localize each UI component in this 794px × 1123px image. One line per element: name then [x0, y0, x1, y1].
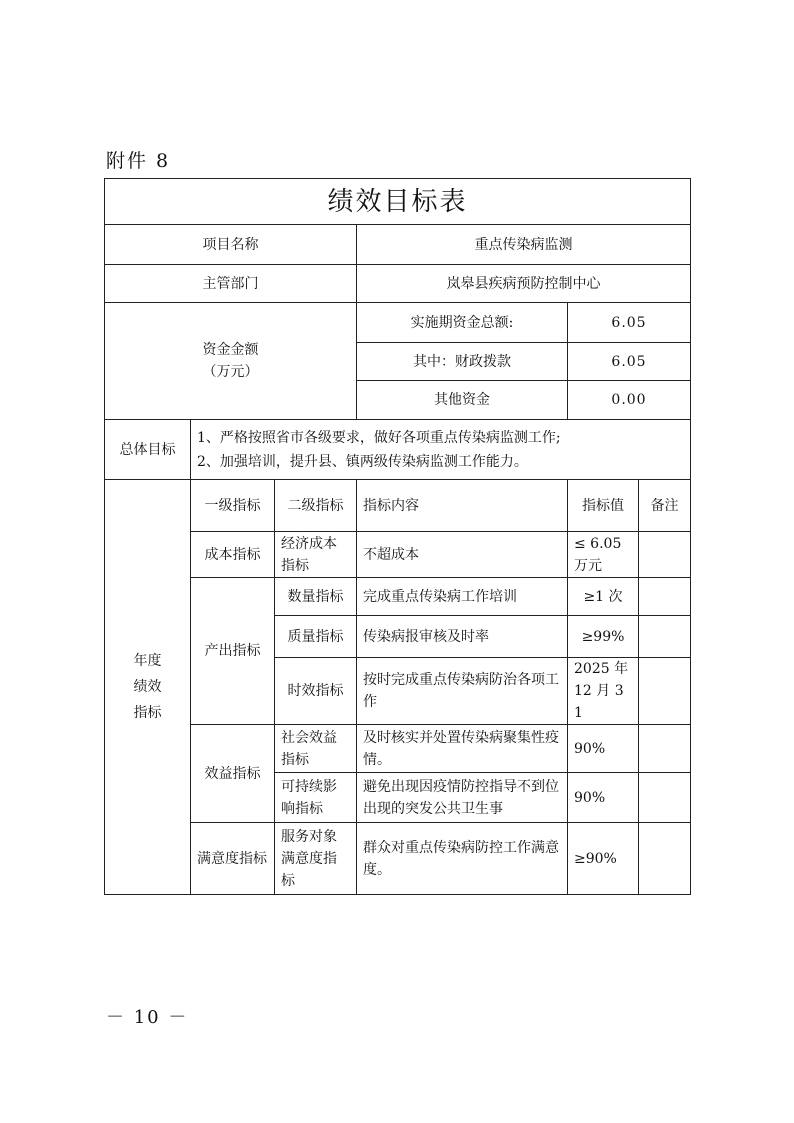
satisfaction-content: 群众对重点传染病防控工作满意度。 — [357, 823, 568, 895]
header-content: 指标内容 — [357, 480, 568, 532]
department-label: 主管部门 — [105, 265, 357, 303]
benefit-level1: 效益指标 — [191, 725, 275, 823]
output-note — [639, 616, 691, 658]
benefit-value: 90% — [568, 773, 639, 823]
funds-fiscal-value: 6.05 — [568, 343, 691, 381]
cost-level1: 成本指标 — [191, 532, 275, 578]
output-value: ≥1 次 — [568, 578, 639, 616]
satisfaction-level2: 服务对象满意度指标 — [275, 823, 357, 895]
benefit-note — [639, 773, 691, 823]
output-level1: 产出指标 — [191, 578, 275, 725]
header-level2: 二级指标 — [275, 480, 357, 532]
funds-label-line2: （万元） — [202, 364, 259, 380]
funds-other-value: 0.00 — [568, 381, 691, 420]
satisfaction-level1: 满意度指标 — [191, 823, 275, 895]
output-value: ≥99% — [568, 616, 639, 658]
output-level2: 数量指标 — [275, 578, 357, 616]
header-level1: 一级指标 — [191, 480, 275, 532]
funds-fiscal-label: 其中：财政拨款 — [357, 343, 568, 381]
satisfaction-note — [639, 823, 691, 895]
overall-goal-label: 总体目标 — [105, 420, 191, 480]
overall-goal-line2: 2、加强培训，提升县、镇两级传染病监测工作能力。 — [197, 453, 528, 470]
benefit-level2: 社会效益指标 — [275, 725, 357, 773]
output-note — [639, 578, 691, 616]
annual-indicators-label: 年度绩效指标 — [105, 480, 191, 895]
header-note: 备注 — [639, 480, 691, 532]
benefit-value: 90% — [568, 725, 639, 773]
cost-value: ≤ 6.05 万元 — [568, 532, 639, 578]
funds-label — [105, 303, 357, 420]
funds-label-line1: 资金金额 — [202, 342, 259, 358]
benefit-note — [639, 725, 691, 773]
cost-level2: 经济成本指标 — [275, 532, 357, 578]
benefit-content: 及时核实并处置传染病聚集性疫情。 — [357, 725, 568, 773]
output-content: 传染病报审核及时率 — [357, 616, 568, 658]
overall-goal-line1: 1、严格按照省市各级要求，做好各项重点传染病监测工作; — [197, 429, 561, 446]
output-value: 2025 年 12 月 31 — [568, 658, 639, 725]
output-level2: 时效指标 — [275, 658, 357, 725]
satisfaction-value: ≥90% — [568, 823, 639, 895]
cost-note — [639, 532, 691, 578]
overall-goal-text — [191, 420, 691, 480]
funds-other-label: 其他资金 — [357, 381, 568, 420]
header-value: 指标值 — [568, 480, 639, 532]
benefit-level2: 可持续影响指标 — [275, 773, 357, 823]
funds-total-label: 实施期资金总额: — [357, 303, 568, 343]
department-value: 岚皋县疾病预防控制中心 — [357, 265, 691, 303]
attachment-label: 附件 8 — [106, 150, 171, 172]
project-name-label: 项目名称 — [105, 225, 357, 265]
output-content: 完成重点传染病工作培训 — [357, 578, 568, 616]
output-level2: 质量指标 — [275, 616, 357, 658]
table-title: 绩效目标表 — [105, 179, 691, 225]
cost-content: 不超成本 — [357, 532, 568, 578]
project-name-value: 重点传染病监测 — [357, 225, 691, 265]
output-content: 按时完成重点传染病防治各项工作 — [357, 658, 568, 725]
page-number: － 10 － — [106, 1007, 189, 1028]
benefit-content: 避免出现因疫情防控指导不到位出现的突发公共卫生事 — [357, 773, 568, 823]
performance-target-table — [104, 178, 691, 895]
funds-total-value: 6.05 — [568, 303, 691, 343]
output-note — [639, 658, 691, 725]
